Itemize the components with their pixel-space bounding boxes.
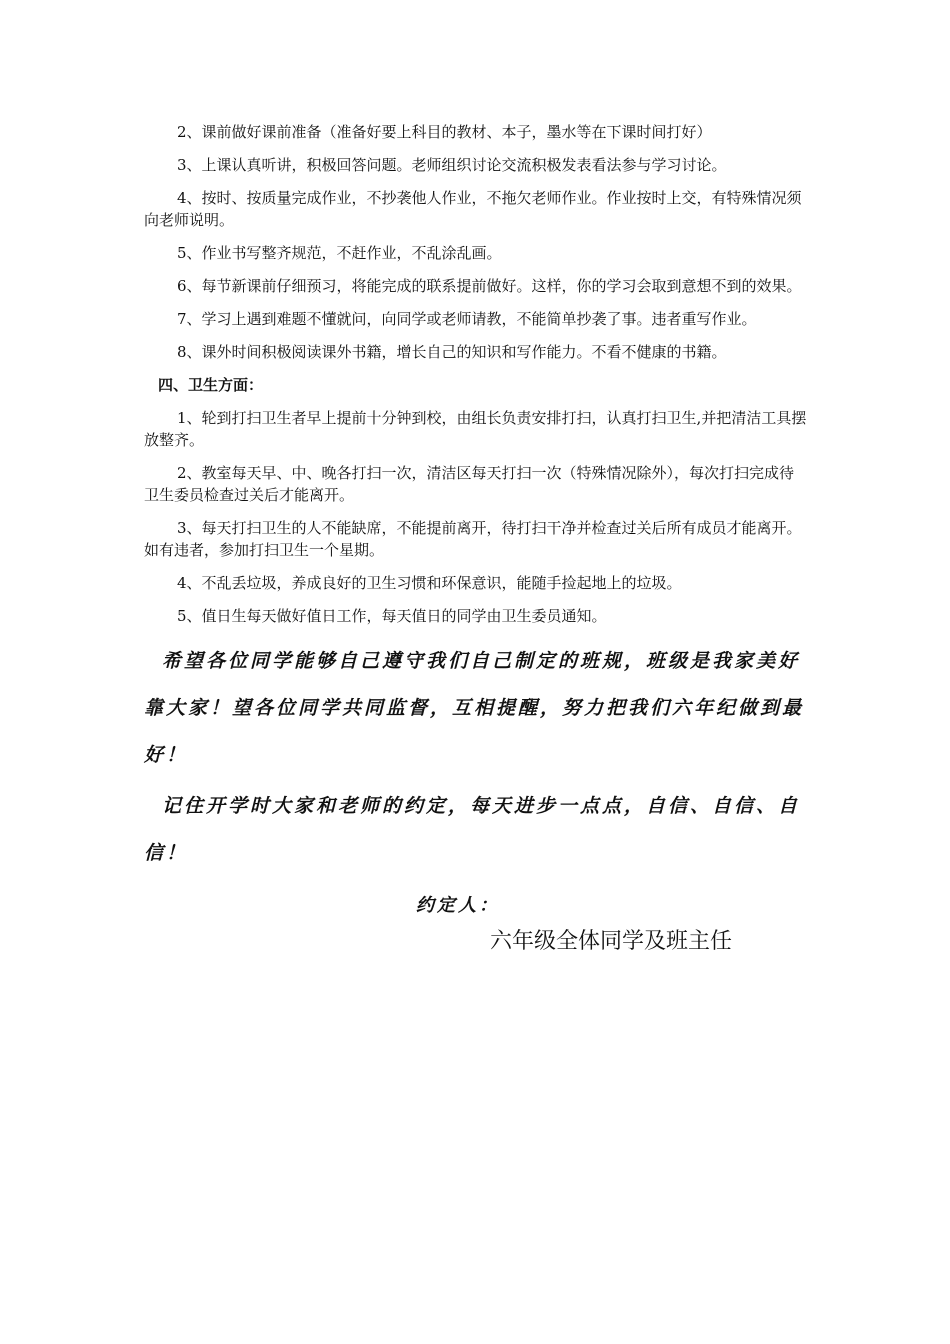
hygiene-rule-4: 4、不乱丢垃圾，养成良好的卫生习惯和环保意识，能随手捡起地上的垃圾。 — [177, 574, 682, 592]
study-rule-8: 8、课外时间积极阅读课外书籍，增长自己的知识和写作能力。不看不健康的书籍。 — [177, 343, 727, 361]
study-rule-3: 3、上课认真听讲，积极回答问题。老师组织讨论交流积极发表看法参与学习讨论。 — [177, 156, 727, 174]
hygiene-rule-3: 3、每天打扫卫生的人不能缺席，不能提前离开，待打扫干净并检查过关后所有成员才能离开。如有违者，参加打扫卫生一个星期。 — [144, 519, 802, 559]
hygiene-rule-5: 5、值日生每天做好值日工作，每天值日的同学由卫生委员通知。 — [177, 607, 607, 625]
closing-message-1: 希望各位同学能够自己遵守我们自己制定的班规，班级是我家美好靠大家！望各位同学共同监督，互相提醒，努力把我们六年纪做到最好！ — [144, 650, 805, 766]
hygiene-rule-1: 1、轮到打扫卫生者早上提前十分钟到校，由组长负责安排打扫，认真打扫卫生,并把清洁工具摆放整齐。 — [144, 409, 807, 449]
study-rule-4: 4、按时、按质量完成作业，不抄袭他人作业，不拖欠老师作业。作业按时上交，有特殊情况须向老师说明。 — [144, 189, 802, 229]
study-rule-5: 5、作业书写整齐规范，不赶作业，不乱涂乱画。 — [177, 244, 502, 262]
hygiene-rules-list — [144, 407, 808, 627]
signature-label: 约定人： — [416, 895, 500, 916]
document-body — [144, 121, 808, 957]
closing-message-2: 记住开学时大家和老师的约定，每天进步一点点，自信、自信、自信！ — [144, 795, 801, 864]
signature-name: 六年级全体同学及班主任 — [490, 929, 733, 954]
study-rules-list — [144, 121, 808, 363]
study-rule-2: 2、课前做好课前准备（准备好要上科目的教材、本子，墨水等在下课时间打好） — [177, 123, 712, 141]
study-rule-6: 6、每节新课前仔细预习，将能完成的联系提前做好。这样，你的学习会取到意想不到的效果。 — [177, 277, 802, 295]
hygiene-rule-2: 2、教室每天早、中、晚各打扫一次，清洁区每天打扫一次（特殊情况除外），每次打扫完成待卫生委员检查过关后才能离开。 — [144, 464, 795, 504]
hygiene-section-heading: 四、卫生方面： — [158, 376, 264, 394]
study-rule-7: 7、学习上遇到难题不懂就问，向同学或老师请教，不能简单抄袭了事。违者重写作业。 — [177, 310, 757, 328]
